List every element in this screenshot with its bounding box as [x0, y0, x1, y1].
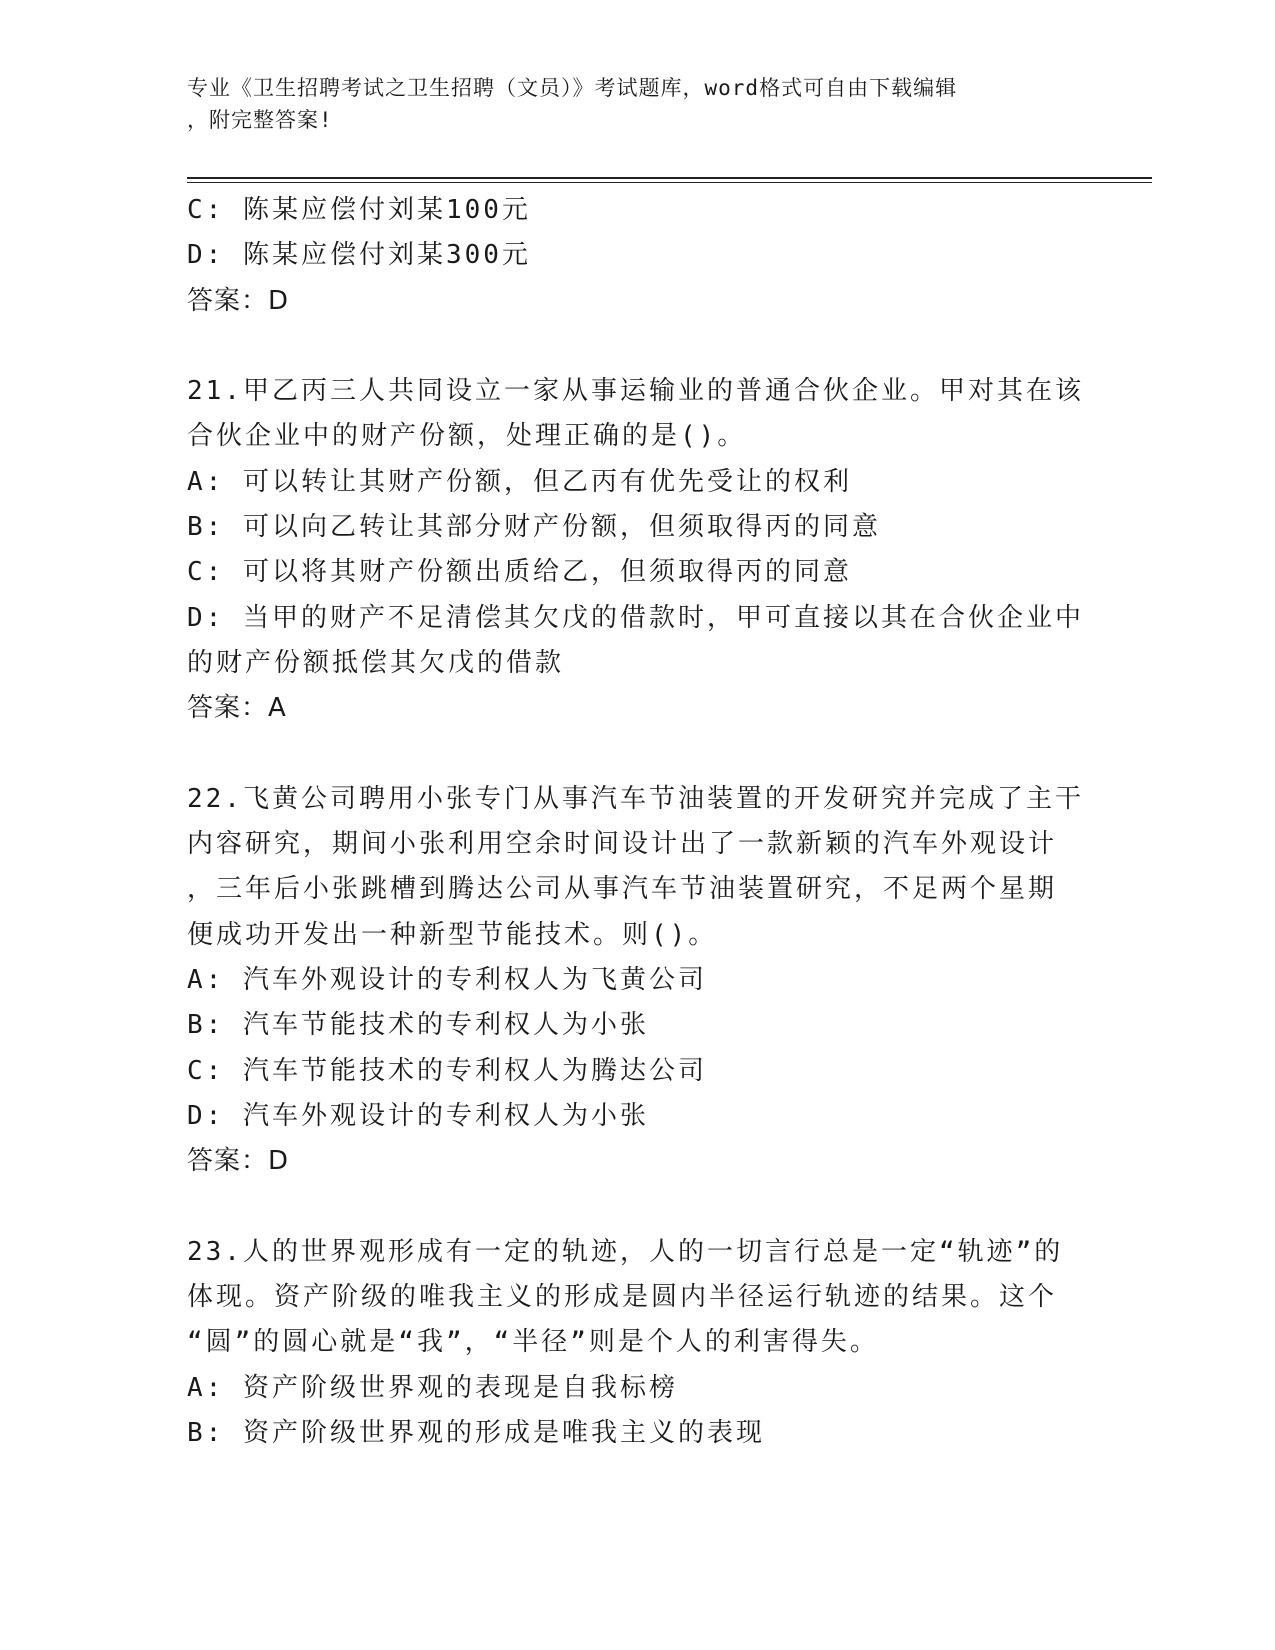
option-d-continued: 的财产份额抵偿其欠戊的借款: [187, 647, 565, 678]
option-c: C: 可以将其财产份额出质给乙，但须取得丙的同意: [187, 557, 852, 588]
question-block-prev: [187, 188, 1087, 324]
header-line-1: 专业《卫生招聘考试之卫生招聘（文员）》考试题库，word格式可自由下载编辑: [187, 76, 958, 100]
option-c: C: 陈某应偿付刘某100元: [187, 195, 531, 225]
option-a: A: 可以转让其财产份额，但乙丙有优先受让的权利: [187, 466, 852, 497]
question-stem: 体现。资产阶级的唯我主义的形成是圆内半径运行轨迹的结果。这个: [187, 1282, 1058, 1313]
answer: 答案：D: [187, 1146, 290, 1177]
option-b: B: 汽车节能技术的专利权人为小张: [187, 1010, 649, 1041]
question-stem: ，三年后小张跳槽到腾达公司从事汽车节油装置研究，不足两个星期: [187, 874, 1058, 905]
header-rule-thin: [187, 182, 1152, 183]
question-stem: 22.飞黄公司聘用小张专门从事汽车节油装置的开发研究并完成了主干: [187, 783, 1084, 814]
question-stem: 合伙企业中的财产份额，处理正确的是()。: [187, 421, 747, 452]
option-d: D: 汽车外观设计的专利权人为小张: [187, 1100, 649, 1131]
answer: 答案：D: [187, 285, 290, 316]
document-header: [187, 72, 1067, 136]
question-21: [187, 369, 1087, 731]
option-d: D: 当甲的财产不足清偿其欠戊的借款时，甲可直接以其在合伙企业中: [187, 602, 1084, 633]
option-b: B: 资产阶级世界观的形成是唯我主义的表现: [187, 1418, 765, 1449]
option-d: D: 陈某应偿付刘某300元: [187, 240, 531, 271]
question-stem: “圆”的圆心就是“我”，“半径”则是个人的利害得失。: [187, 1327, 879, 1358]
question-stem: 内容研究，期间小张利用空余时间设计出了一款新颖的汽车外观设计: [187, 829, 1058, 860]
option-c: C: 汽车节能技术的专利权人为腾达公司: [187, 1055, 707, 1086]
question-22: [187, 777, 1087, 1185]
question-23: [187, 1230, 1087, 1456]
question-stem: 21.甲乙丙三人共同设立一家从事运输业的普通合伙企业。甲对其在该: [187, 376, 1084, 407]
question-stem: 便成功开发出一种新型节能技术。则()。: [187, 919, 718, 950]
header-rule-thick: [187, 177, 1152, 179]
option-a: A: 汽车外观设计的专利权人为飞黄公司: [187, 965, 707, 996]
answer: 答案：A: [187, 693, 287, 724]
document-body: [187, 188, 1087, 1456]
option-a: A: 资产阶级世界观的表现是自我标榜: [187, 1372, 678, 1403]
question-stem: 23.人的世界观形成有一定的轨迹，人的一切言行总是一定“轨迹”的: [187, 1236, 1064, 1267]
header-line-2: ，附完整答案!: [187, 108, 333, 132]
option-b: B: 可以向乙转让其部分财产份额，但须取得丙的同意: [187, 512, 881, 543]
